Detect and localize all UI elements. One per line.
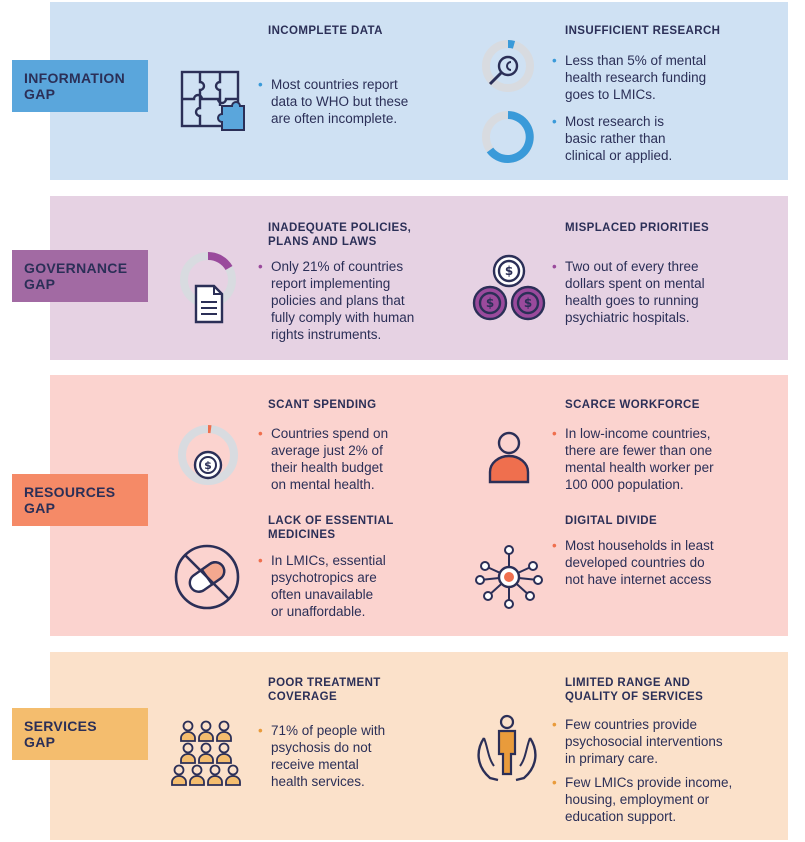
svg-text:$: $: [204, 459, 212, 472]
scant-spending-text: • Countries spend on average just 2% of their health budget on mental health.: [258, 425, 388, 493]
limited-range-title: LIMITED RANGE AND QUALITY OF SERVICES: [565, 677, 704, 703]
limited-range-text-2: • Few LMICs provide income, housing, employment or education support.: [552, 774, 732, 825]
inadequate-policies-title: INADEQUATE POLICIES, PLANS AND LAWS: [268, 222, 412, 248]
resources-gap-label: RESOURCES GAP: [12, 474, 148, 526]
services-gap-label: SERVICES GAP: [12, 708, 148, 760]
svg-text:$: $: [485, 296, 495, 310]
limited-range-text-1: • Few countries provide psychosocial interventions in primary care.: [552, 716, 723, 767]
essential-medicines-text: • In LMICs, essential psychotropics are often unavailable or unaffordable.: [258, 552, 386, 620]
no-pill-icon: [172, 542, 242, 617]
poor-coverage-title: POOR TREATMENT COVERAGE: [268, 677, 381, 703]
scarce-workforce-text: • In low-income countries, there are fewer than one mental health worker per 100 000 population.: [552, 425, 714, 493]
insufficient-research-text-2: • Most research is basic rather than clinical or applied.: [552, 113, 672, 164]
digital-divide-text: • Most households in least developed countries do not have internet access: [552, 537, 714, 588]
essential-medicines-title: LACK OF ESSENTIAL MEDICINES: [268, 515, 394, 541]
scarce-workforce-title: SCARCE WORKFORCE: [565, 399, 700, 411]
magnifier-donut-icon: [478, 38, 538, 103]
people-grid-icon: [171, 718, 247, 793]
digital-divide-title: DIGITAL DIVIDE: [565, 515, 658, 527]
inadequate-policies-text: • Only 21% of countries report implementing policies and plans that fully comply with human rights instruments.: [258, 258, 414, 343]
hands-person-icon: [470, 714, 544, 789]
insufficient-research-text-1: • Less than 5% of mental health research funding goes to LMICs.: [552, 52, 706, 103]
misplaced-priorities-text: • Two out of every three dollars spent on mental health goes to running psychiatric hospitals.: [552, 258, 705, 326]
incomplete-data-title: INCOMPLETE DATA: [268, 25, 383, 37]
coin-donut-icon: [174, 421, 242, 494]
governance-gap-label: GOVERNANCE GAP: [12, 250, 148, 302]
svg-text:$: $: [523, 296, 533, 310]
puzzle-icon: [180, 70, 246, 137]
scant-spending-title: SCANT SPENDING: [268, 399, 377, 411]
network-icon: [474, 544, 544, 615]
information-gap-label: INFORMATION GAP: [12, 60, 148, 112]
incomplete-data-text: • Most countries report data to WHO but these are often incomplete.: [258, 76, 408, 127]
misplaced-priorities-title: MISPLACED PRIORITIES: [565, 222, 710, 234]
document-donut-icon: [176, 250, 242, 331]
person-icon: [486, 430, 532, 489]
coins-icon: [470, 253, 548, 330]
poor-coverage-text: • 71% of people with psychosis do not receive mental health services.: [258, 722, 385, 790]
donut-icon: [478, 108, 538, 173]
resources-gap-panel: [50, 375, 788, 636]
svg-text:$: $: [504, 264, 514, 278]
insufficient-research-title: INSUFFICIENT RESEARCH: [565, 25, 721, 37]
